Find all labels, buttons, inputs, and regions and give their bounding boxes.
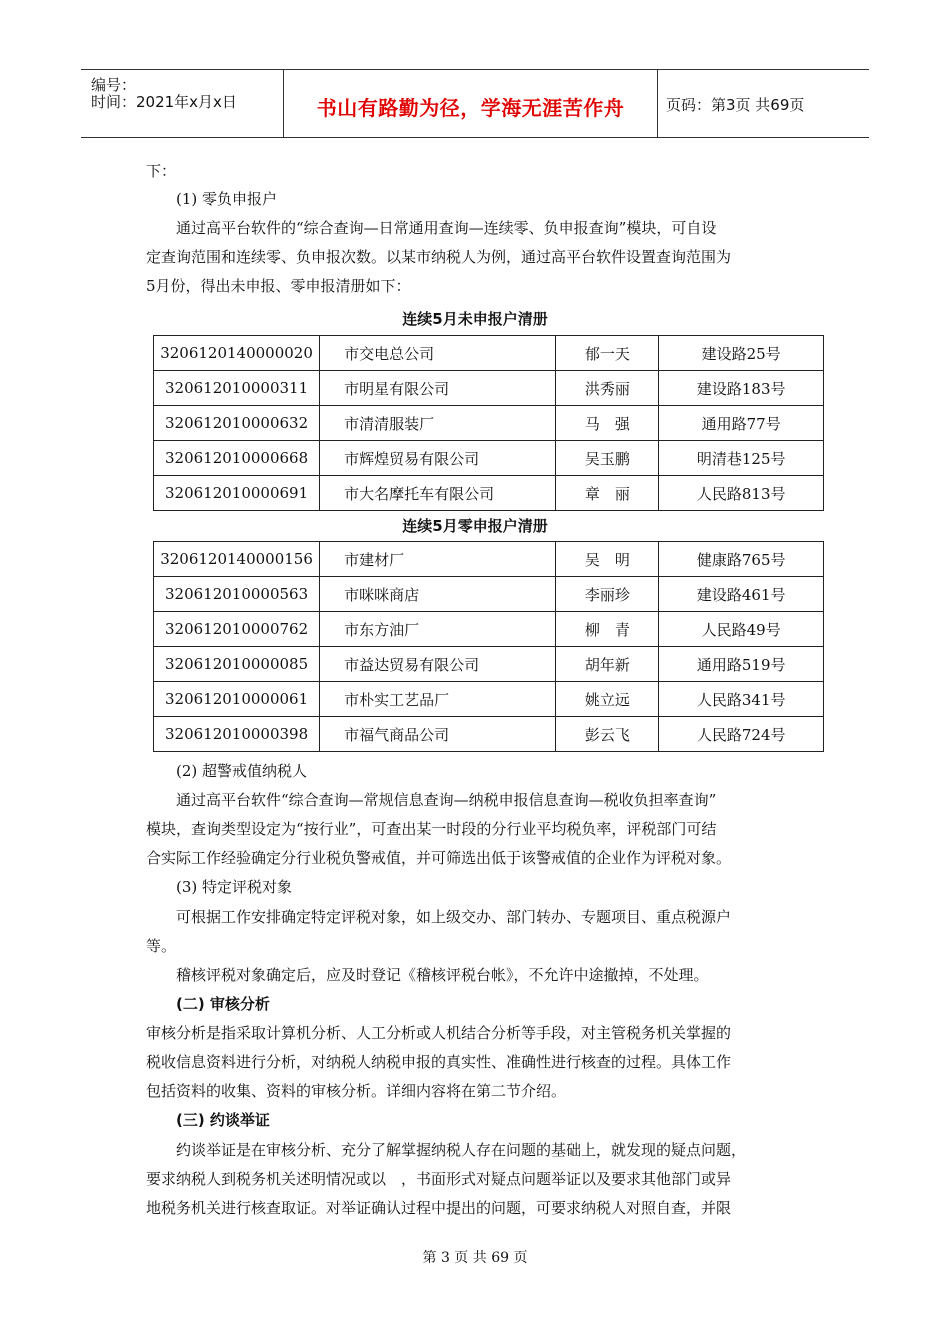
company-name-cell: 市大名摩托车有限公司	[320, 476, 556, 511]
paragraph-line: 要求纳税人到税务机关述明情况或以 ，书面形式对疑点问题举证以及要求其他部门或异	[146, 1170, 732, 1188]
contact-person-cell: 姚立远	[556, 682, 659, 717]
paragraph-line: 模块，查询类型设定为“按行业”，可查出某一时段的分行业平均税负率，评税部门可结	[146, 820, 717, 838]
address-cell: 人民路724号	[659, 717, 824, 752]
section-title: (2) 超警戒值纳税人	[176, 762, 308, 780]
paragraph-line: 税收信息资料进行分析，对纳税人纳税申报的真实性、准确性进行核查的过程。具体工作	[146, 1053, 732, 1071]
paragraph-line: 稽核评税对象确定后，应及时登记《稽核评税台帐》，不允许中途撤掉，不处理。	[176, 966, 709, 984]
section-title: (1) 零负申报户	[176, 190, 278, 208]
table2-caption: 连续5月零申报户清册	[402, 517, 548, 535]
paragraph-line: 等。	[146, 937, 177, 955]
table-row	[154, 371, 824, 406]
taxpayer-id-cell: 320612010000398	[154, 717, 320, 752]
company-name-cell: 市福气商品公司	[320, 717, 556, 752]
company-name-cell: 市建材厂	[320, 542, 556, 577]
table-row	[154, 612, 824, 647]
address-cell: 建设路183号	[659, 371, 824, 406]
unfiled-taxpayer-table	[153, 335, 824, 511]
table-row	[154, 717, 824, 752]
zero-filing-taxpayer-table	[153, 541, 824, 752]
serial-label: 编号：	[91, 76, 137, 94]
contact-person-cell: 彭云飞	[556, 717, 659, 752]
page-footer: 第 3 页 共 69 页	[422, 1250, 528, 1266]
company-name-cell: 市明星有限公司	[320, 371, 556, 406]
contact-person-cell: 章 丽	[556, 476, 659, 511]
taxpayer-id-cell: 320612010000085	[154, 647, 320, 682]
table1-caption: 连续5月未申报户清册	[402, 310, 548, 328]
address-cell: 通用路77号	[659, 406, 824, 441]
address-cell: 建设路461号	[659, 577, 824, 612]
company-name-cell: 市东方油厂	[320, 612, 556, 647]
table-row	[154, 647, 824, 682]
address-cell: 明清巷125号	[659, 441, 824, 476]
taxpayer-id-cell: 320612010000311	[154, 371, 320, 406]
contact-person-cell: 郁一天	[556, 336, 659, 371]
company-name-cell: 市朴实工艺品厂	[320, 682, 556, 717]
taxpayer-id-cell: 3206120140000020	[154, 336, 320, 371]
address-cell: 健康路765号	[659, 542, 824, 577]
section-title: (3) 特定评税对象	[176, 878, 293, 896]
taxpayer-id-cell: 320612010000762	[154, 612, 320, 647]
taxpayer-id-cell: 320612010000632	[154, 406, 320, 441]
paragraph-line: 通过高平台软件“综合查询—常规信息查询—纳税申报信息查询—税收负担率查询”	[176, 791, 717, 809]
company-name-cell: 市交电总公司	[320, 336, 556, 371]
contact-person-cell: 吴玉鹏	[556, 441, 659, 476]
contact-person-cell: 柳 青	[556, 612, 659, 647]
heading-review-analysis: (二) 审核分析	[176, 995, 270, 1013]
paragraph-line: 通过高平台软件的“综合查询—日常通用查询—连续零、负申报查询”模块，可自设	[176, 219, 717, 237]
table-row	[154, 577, 824, 612]
taxpayer-id-cell: 320612010000668	[154, 441, 320, 476]
table-row	[154, 406, 824, 441]
address-cell: 建设路25号	[659, 336, 824, 371]
table-row	[154, 476, 824, 511]
contact-person-cell: 马 强	[556, 406, 659, 441]
page-info: 页码：第3页 共69页	[666, 96, 805, 114]
paragraph-line: 约谈举证是在审核分析、充分了解掌握纳税人存在问题的基础上，就发现的疑点问题，	[176, 1141, 747, 1159]
paragraph-line: 审核分析是指采取计算机分析、人工分析或人机结合分析等手段，对主管税务机关掌握的	[146, 1024, 732, 1042]
heading-interview-evidence: (三) 约谈举证	[176, 1111, 270, 1129]
paragraph-line: 5月份，得出未申报、零申报清册如下：	[146, 277, 411, 295]
address-cell: 通用路519号	[659, 647, 824, 682]
paragraph-line: 合实际工作经验确定分行业税负警戒值，并可筛选出低于该警戒值的企业作为评税对象。	[146, 849, 732, 867]
taxpayer-id-cell: 320612010000691	[154, 476, 320, 511]
address-cell: 人民路49号	[659, 612, 824, 647]
company-name-cell: 市益达贸易有限公司	[320, 647, 556, 682]
time-label: 时间：2021年x月x日	[91, 93, 237, 111]
text-line: 下：	[146, 162, 177, 180]
paragraph-line: 定查询范围和连续零、负申报次数。以某市纳税人为例，通过高平台软件设置查询范围为	[146, 248, 732, 266]
table-row	[154, 336, 824, 371]
taxpayer-id-cell: 320612010000563	[154, 577, 320, 612]
paragraph-line: 地税务机关进行核查取证。对举证确认过程中提出的问题，可要求纳税人对照自查，并限	[146, 1199, 732, 1217]
address-cell: 人民路341号	[659, 682, 824, 717]
contact-person-cell: 吴 明	[556, 542, 659, 577]
taxpayer-id-cell: 3206120140000156	[154, 542, 320, 577]
header-meta	[81, 70, 283, 137]
address-cell: 人民路813号	[659, 476, 824, 511]
paragraph-line: 可根据工作安排确定特定评税对象，如上级交办、部门转办、专题项目、重点税源户	[176, 908, 732, 926]
contact-person-cell: 洪秀丽	[556, 371, 659, 406]
company-name-cell: 市辉煌贸易有限公司	[320, 441, 556, 476]
paragraph-line: 包括资料的收集、资料的审核分析。详细内容将在第二节介绍。	[146, 1082, 567, 1100]
header-motto-cell	[283, 70, 658, 137]
contact-person-cell: 李丽珍	[556, 577, 659, 612]
taxpayer-id-cell: 320612010000061	[154, 682, 320, 717]
company-name-cell: 市清清服装厂	[320, 406, 556, 441]
page-header	[81, 69, 869, 138]
table-row	[154, 441, 824, 476]
company-name-cell: 市咪咪商店	[320, 577, 556, 612]
table-row	[154, 542, 824, 577]
table-row	[154, 682, 824, 717]
motto: 书山有路勤为径，学海无涯苦作舟	[316, 96, 625, 120]
contact-person-cell: 胡年新	[556, 647, 659, 682]
